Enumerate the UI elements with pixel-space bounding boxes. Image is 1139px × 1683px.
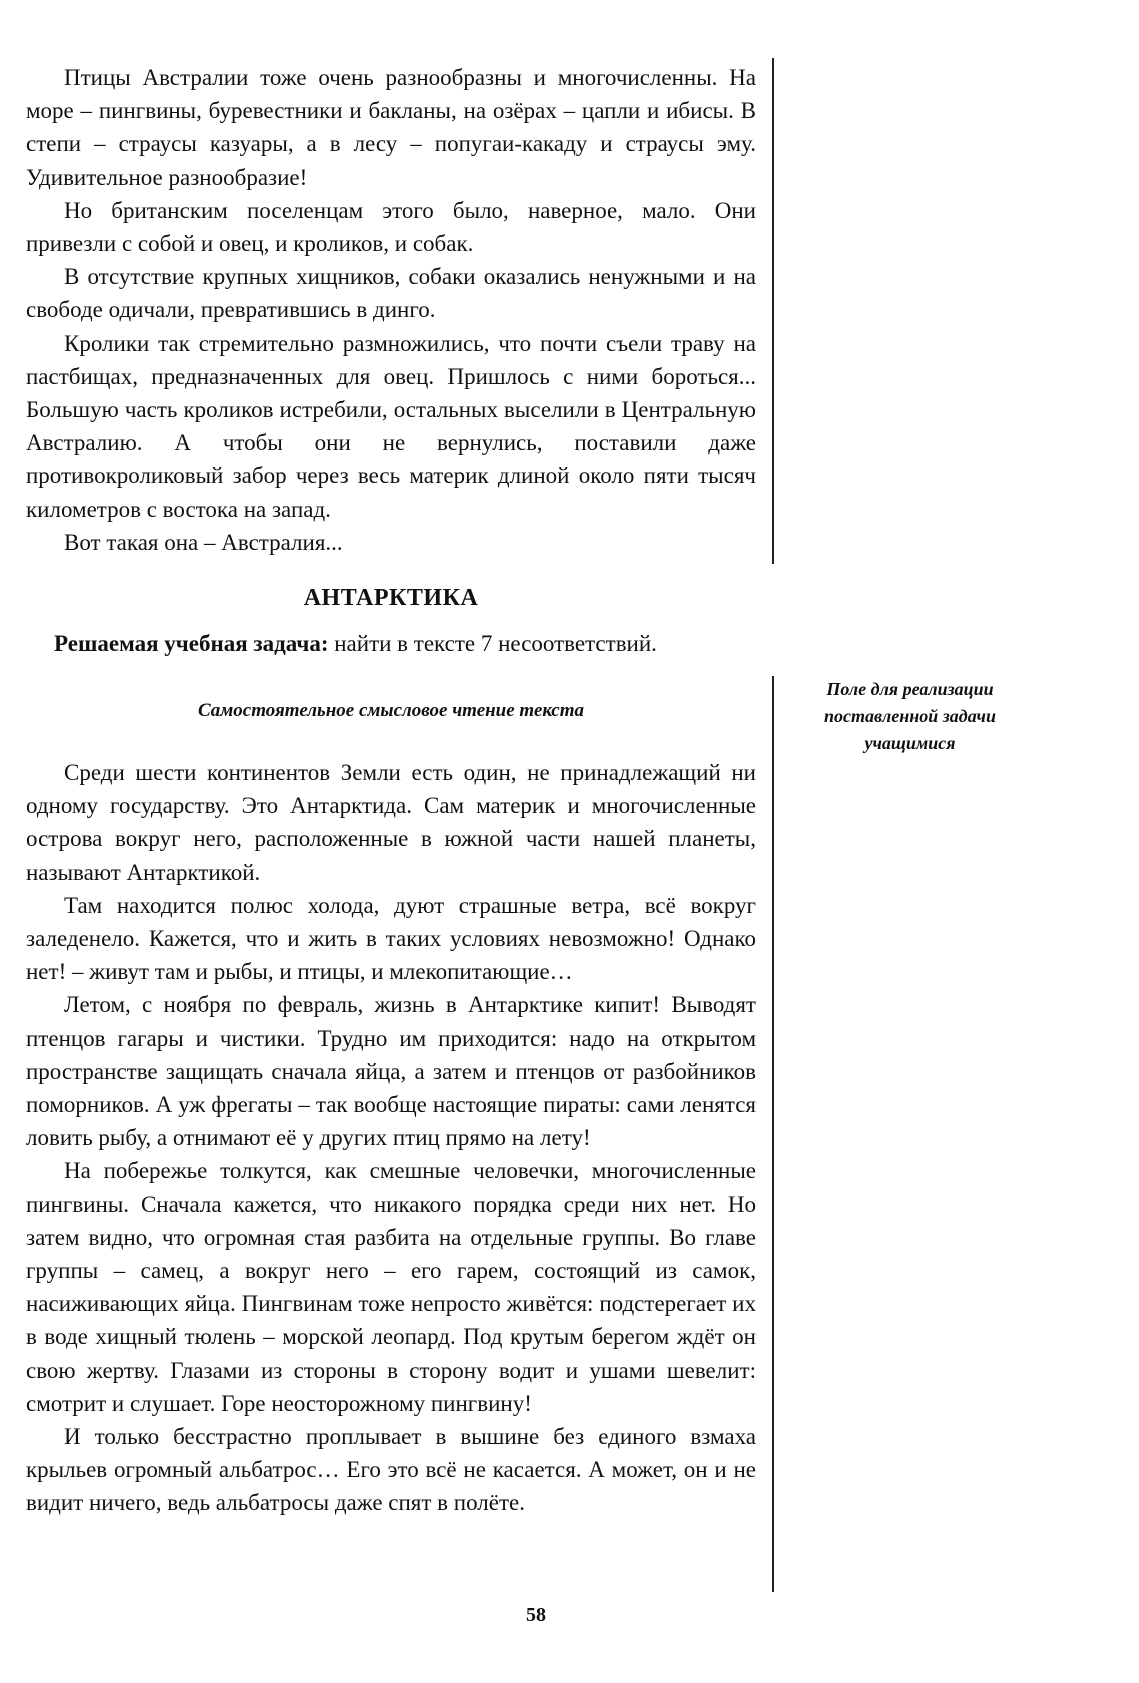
page-number: 58	[526, 1604, 546, 1626]
task-label: Решаемая учебная задача:	[54, 631, 329, 656]
student-field-note: Поле для реализации поставленной задачи учащимися	[824, 679, 996, 753]
paragraph-settlers: Но британским поселенцам этого было, наверное, мало. Они привезли с собой и овец, и кроликов, и собак.	[26, 197, 756, 257]
margin-rule-top	[772, 58, 774, 564]
section-heading: АНТАРКТИКА	[303, 585, 479, 611]
paragraph-albatross: И только бесстрастно проплывает в вышине без единого взмаха крыльев огромный альбатрос… Его это всё не касается. А может, он и не видит ничего, ведь альбатросы даже спят в полёте.	[26, 1424, 756, 1516]
paragraph-penguins: На побережье толкутся, как смешные человечки, многочисленные пингвины. Сначала кажется, что никакого порядка среди них нет. Но затем видно, что огромная стая разбита на отдельные группы. Во главе группы – самец, а вокруг него – его гарем, состоящий из самок, насиживающих яйца. Пингвинам тоже непросто живётся: подстерегает их в воде хищный тюлень – морской леопард. Под крутым берегом ждёт он свою жертву. Глазами из стороны в сторону водит и ушами шевелит: смотрит и слушает. Горе неосторожному пингвину!	[26, 1158, 756, 1416]
paragraph-continents: Среди шести континентов Земли есть один, не принадлежащий ни одному государству. Это Антарктида. Сам материк и многочисленные острова вокруг него, расположенные в южной части нашей планеты, называют Антарктикой.	[26, 760, 756, 885]
paragraph-australia-closing: Вот такая она – Австралия...	[64, 529, 343, 555]
paragraph-rabbits: Кролики так стремительно размножились, что почти съели траву на пастбищах, предназначенных для овец. Пришлось с ними бороться... Большую часть кроликов истребили, остальных выселили в Центральную Австралию. А чтобы они не вернулись, поставили даже противокроликовый забор через весь материк длиной около пяти тысяч километров с востока на запад.	[26, 330, 756, 522]
antarctica-text-section	[26, 756, 756, 1520]
paragraph-birds: Птицы Австралии тоже очень разнообразны и многочисленны. На море – пингвины, буревестники и бакланы, на озёрах – цапли и ибисы. В степи – страусы казуары, а в лесу – попугаи-какаду и страусы эму. Удивительное разнообразие!	[26, 65, 756, 190]
task-text: найти в тексте 7 несоответствий.	[328, 631, 657, 656]
top-text-section	[26, 61, 756, 559]
reading-subheading: Самостоятельное смысловое чтение текста	[197, 700, 585, 721]
paragraph-dogs: В отсутствие крупных хищников, собаки оказались ненужными и на свободе одичали, превратившись в динго.	[26, 264, 756, 323]
paragraph-cold-pole: Там находится полюс холода, дуют страшные ветра, всё вокруг заледенело. Кажется, что и жить в таких условиях невозможно! Однако нет! – живут там и рыбы, и птицы, и млекопитающие…	[26, 892, 756, 985]
learning-task	[54, 631, 657, 657]
margin-rule-main	[772, 676, 774, 1592]
paragraph-summer-birds: Летом, с ноября по февраль, жизнь в Антарктике кипит! Выводят птенцов гагары и чистики. Трудно им приходится: надо на открытом пространстве защищать сначала яйца, а затем и птенцов от разбойников поморников. А уж фрегаты – так вообще настоящие пираты: сами ленятся ловить рыбу, а отнимают её у других птиц прямо на лету!	[26, 992, 756, 1151]
